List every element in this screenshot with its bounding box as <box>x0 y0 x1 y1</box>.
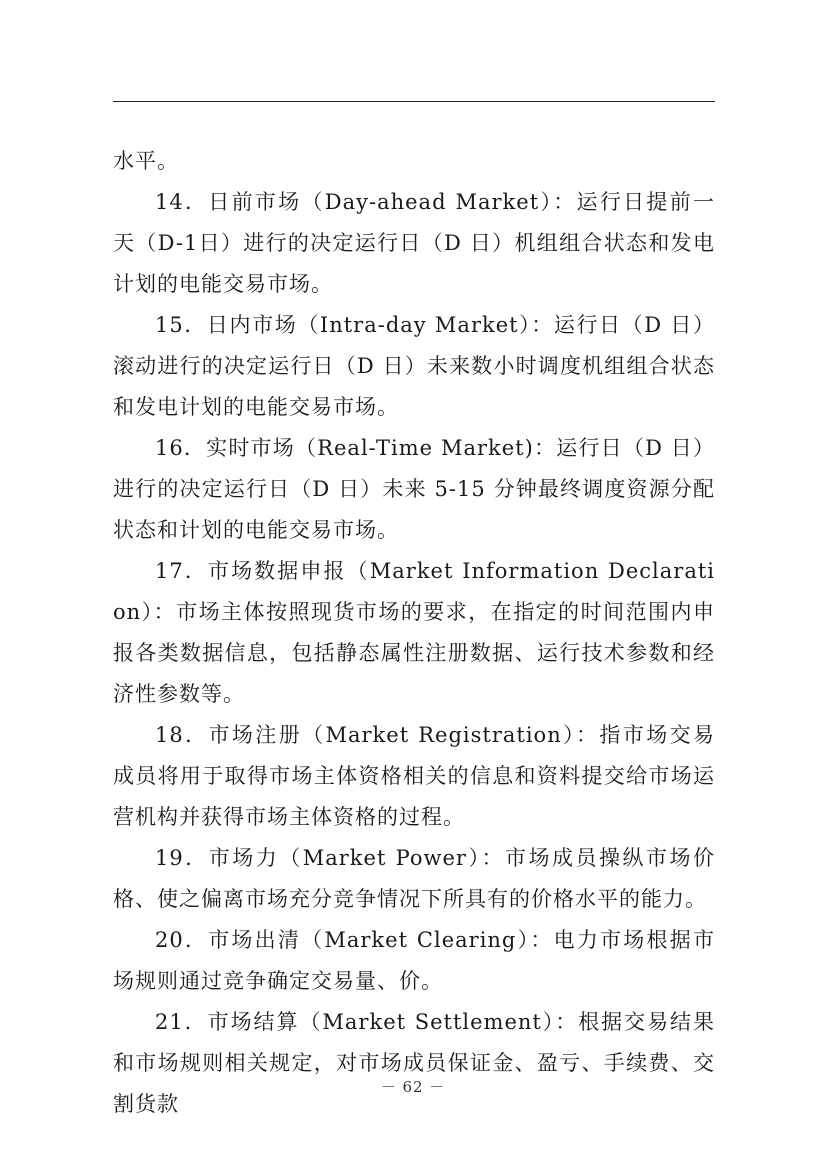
page-number: － 62 － <box>380 1078 446 1096</box>
paragraph-market-power: 19．市场力（Market Power）：市场成员操纵市场价格、使之偏离市场充分竞争情况下所具有的价格水平的能力。 <box>113 846 715 911</box>
paragraph-continuation: 水平。 <box>113 149 179 173</box>
paragraph-intra-day-market: 15．日内市场（Intra-day Market）：运行日（D 日）滚动进行的决定运行日（D 日）未来数小时调度机组组合状态和发电计划的电能交易市场。 <box>113 313 715 419</box>
paragraph-market-clearing: 20．市场出清（Market Clearing）：电力市场根据市场规则通过竞争确定交易量、价。 <box>113 928 715 993</box>
header-rule <box>113 101 715 102</box>
paragraph-market-information-declaration: 17．市场数据申报（Market Information Declaration）：市场主体按照现货市场的要求，在指定的时间范围内申报各类数据信息，包括静态属性注册数据、运行技术参数和经济性参数等。 <box>113 559 715 706</box>
document-body <box>113 141 715 1125</box>
paragraph-market-registration: 18．市场注册（Market Registration）：指市场交易成员将用于取得市场主体资格相关的信息和资料提交给市场运营机构并获得市场主体资格的过程。 <box>113 723 715 829</box>
paragraph-real-time-market: 16．实时市场（Real-Time Market)：运行日（D 日）进行的决定运行日（D 日）未来 5-15 分钟最终调度资源分配状态和计划的电能交易市场。 <box>113 436 715 542</box>
paragraph-day-ahead-market: 14．日前市场（Day-ahead Market）：运行日提前一天（D-1日）进行的决定运行日（D 日）机组组合状态和发电计划的电能交易市场。 <box>113 190 715 296</box>
paragraph-market-settlement: 21．市场结算（Market Settlement）：根据交易结果和市场规则相关规定，对市场成员保证金、盈亏、手续费、交割货款 <box>113 1010 715 1116</box>
